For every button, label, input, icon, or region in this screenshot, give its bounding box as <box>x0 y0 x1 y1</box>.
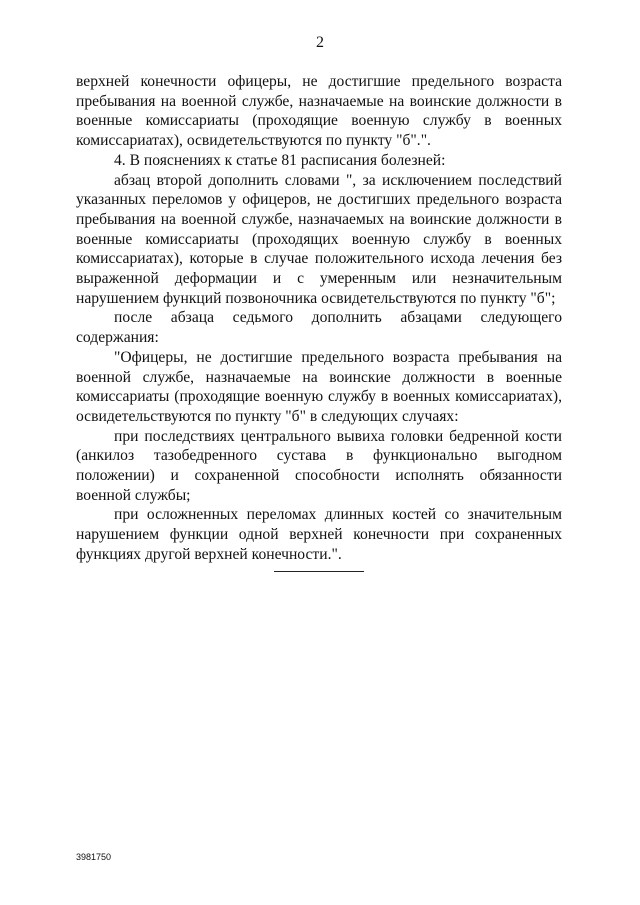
paragraph-second-abzac: абзац второй дополнить словами ", за исключением последствий указанных переломов у офицеров, не достигших предельного возраста пребывания на военной службе, назначаемых на воинские должности в военные комиссариаты (проходящих военную службу в военных комиссариатах), которые в случае положительного исхода лечения без выраженной деформации и с умеренным или незначительным нарушением функций позвоночника освидетельствуются по пункту "б"; <box>76 171 562 307</box>
paragraph-continuation: верхней конечности офицеры, не достигшие предельного возраста пребывания на военной службе, назначаемые на воинские должности в военные комиссариаты (проходящие военную службу в военных комиссариатах), освидетельствуются по пункту "б".". <box>76 73 562 150</box>
document-body <box>76 72 562 565</box>
paragraph-item-4: 4. В пояснениях к статье 81 расписания болезней: <box>114 151 446 169</box>
document-code: 3981750 <box>76 852 112 862</box>
end-separator-line <box>274 571 364 572</box>
page-number: 2 <box>316 34 324 51</box>
paragraph-hip-dislocation: при последствиях центрального вывиха головки бедренной кости (анкилоз тазобедренного сустава в функционально выгодном положении) и сохраненной способности исполнять обязанности военной службы; <box>76 427 562 504</box>
paragraph-after-seventh: после абзаца седьмого дополнить абзацами следующего содержания: <box>76 309 562 347</box>
paragraph-officers: "Офицеры, не достигшие предельного возраста пребывания на военной службе, назначаемые на воинские должности в военные комиссариаты (проходящие военную службу в военных комиссариатах), освидетельствуются по пункту "б" в следующих случаях: <box>76 348 562 425</box>
paragraph-long-bone-fractures: при осложненных переломах длинных костей со значительным нарушением функции одной верхней конечности при сохраненных функциях другой верхней конечности.". <box>76 506 562 563</box>
